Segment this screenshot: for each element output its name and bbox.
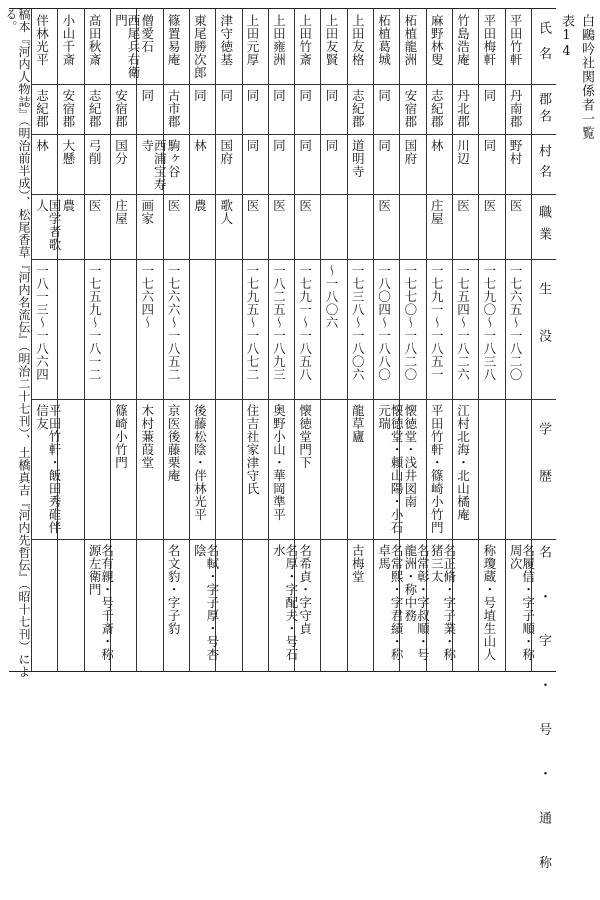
cell-job: 農	[192, 199, 208, 212]
people-table	[9, 8, 556, 900]
cell-village: 国府	[218, 139, 234, 165]
cell-name: 平田竹軒	[508, 14, 524, 66]
cell-job: 農	[60, 199, 76, 212]
column-rule	[189, 9, 190, 671]
row-rule	[31, 194, 556, 195]
cell-dates: 一七九五～一八七二	[245, 264, 261, 381]
row-rule	[31, 539, 556, 540]
cell-village: 野村	[508, 139, 524, 165]
cell-dates: 一八二五～一八九三	[271, 264, 287, 381]
cell-village: 同	[376, 139, 392, 152]
column-rule	[84, 9, 85, 671]
cell-name: 東尾勝次郎	[192, 14, 208, 79]
cell-gun: 古市郡	[166, 89, 182, 128]
cell-village: 川辺	[455, 139, 471, 165]
row-rule	[31, 84, 556, 85]
row-rule	[31, 134, 556, 135]
cell-name: 上田友格	[350, 14, 366, 66]
cell-study: 住吉社家津守氏	[245, 404, 261, 495]
column-rule	[347, 9, 348, 671]
cell-dates: 一七九一～一八五一	[429, 264, 445, 381]
cell-village: 同	[323, 139, 339, 152]
cell-gun: 同	[192, 89, 208, 102]
cell-gun: 同	[245, 89, 261, 102]
row-rule	[31, 259, 556, 260]
cell-name: 上田元厚	[245, 14, 261, 66]
cell-village: 同	[271, 139, 287, 152]
cell-study: 懐徳堂門下	[297, 404, 313, 469]
row-rule	[31, 399, 556, 400]
cell-name: 上田雍洲	[271, 14, 287, 66]
cell-study: 京医後藤栗庵	[166, 404, 182, 482]
cell-gun: 志紀郡	[34, 89, 50, 128]
cell-job: 庄屋	[429, 199, 445, 225]
cell-name: 高田秋斎	[87, 14, 103, 66]
cell-gun: 同	[323, 89, 339, 102]
cell-gun: 志紀郡	[350, 89, 366, 128]
cell-name: 上田友賢	[323, 14, 339, 66]
table-title: 白鷗吟社関係者一覧	[579, 14, 594, 140]
cell-gun: 安宿郡	[402, 89, 418, 128]
cell-names: 名希貞・字守貞	[297, 544, 313, 635]
cell-study: 平田竹軒・飯田秀碓伴信友	[34, 404, 62, 534]
cell-name: 伴林光平	[34, 14, 50, 66]
cell-job: 医	[166, 199, 182, 212]
cell-gun: 同	[271, 89, 287, 102]
cell-names: 名軾・字子厚・号杏陰	[192, 544, 220, 661]
cell-village: 弓削	[87, 139, 103, 165]
column-rule	[505, 9, 506, 671]
cell-dates: 一七七〇～一八二〇	[402, 264, 418, 381]
cell-names: 名厚・字配夫・号石水	[271, 544, 299, 661]
cell-study: 江村北海・北山橘庵	[455, 404, 471, 521]
cell-village: 道明寺	[350, 139, 366, 178]
column-rule	[136, 9, 137, 671]
cell-job: 医	[297, 199, 313, 212]
cell-village: 同	[481, 139, 497, 152]
header-village: 村名	[536, 143, 551, 185]
cell-study: 平田竹軒・篠崎小竹門	[429, 404, 445, 534]
cell-names: 名文豹・字子豹	[166, 544, 182, 635]
cell-village: 林	[192, 139, 208, 152]
cell-job: 庄屋	[113, 199, 129, 225]
cell-name: 麻野林叟	[429, 14, 445, 66]
cell-name: 小山千斎	[60, 14, 76, 66]
header-name: 氏名	[536, 21, 551, 72]
source-note: 稿本『河内人物誌』（明治前半成）、松尾香草『河内名流伝』（明治二十七刊）、土橋真吉『河内先哲伝』（昭十七刊）による。	[3, 8, 31, 678]
cell-dates: 一七三八～一八〇六	[350, 264, 366, 381]
cell-job: 医	[508, 199, 524, 212]
header-dates: 生没	[536, 282, 551, 376]
cell-name: 柘植龍洲	[402, 14, 418, 66]
cell-names: 古梅堂	[350, 544, 366, 583]
cell-job: 歌人	[218, 199, 234, 225]
cell-names: 名有親・号千斎・称源左衛門	[87, 544, 115, 661]
cell-names: 名常彰・字叔順・号龍洲・称中務	[402, 544, 431, 661]
cell-gun: 志紀郡	[429, 89, 445, 128]
cell-gun: 丹北郡	[455, 89, 471, 128]
column-rule	[57, 9, 58, 671]
column-rule	[31, 9, 32, 671]
cell-name: 西尾兵右衛門	[113, 14, 141, 79]
cell-study: 奥野小山・華岡準平	[271, 404, 287, 521]
cell-job: 医	[271, 199, 287, 212]
header-job: 職業	[536, 204, 551, 249]
cell-name: 柘植葛城	[376, 14, 392, 66]
cell-dates: 一七九一～一八五八	[297, 264, 313, 381]
cell-job: 国学者歌人	[34, 199, 62, 251]
column-rule	[373, 9, 374, 671]
cell-dates: 一七六六～一八五二	[166, 264, 182, 381]
cell-village: 林	[34, 139, 50, 152]
cell-village: 大懸	[60, 139, 76, 165]
cell-village: 西浦宝寿寺	[139, 139, 168, 191]
cell-dates: 一八〇四～一八八〇	[376, 264, 392, 381]
header-gun: 郡名	[536, 92, 551, 126]
column-rule	[320, 9, 321, 671]
cell-gun: 同	[139, 89, 155, 102]
cell-gun: 同	[218, 89, 234, 102]
cell-name: 篠置易庵	[166, 14, 182, 66]
cell-dates: 一七六五～一八二〇	[508, 264, 524, 381]
cell-name: 竹島浩庵	[455, 14, 471, 66]
cell-job: 医	[376, 199, 392, 212]
cell-job: 医	[87, 199, 103, 212]
cell-gun: 同	[297, 89, 313, 102]
cell-village: 同	[297, 139, 313, 152]
cell-village: 林	[429, 139, 445, 152]
cell-names: 称瓊蔵・号埴生山人	[481, 544, 497, 661]
cell-names: 名履信・字子順・称周次	[508, 544, 536, 661]
cell-village: 駒ヶ谷	[166, 139, 182, 178]
cell-name: 僧愛石	[139, 14, 155, 53]
cell-study: 篠崎小竹門	[113, 404, 129, 469]
cell-gun: 同	[376, 89, 392, 102]
cell-village: 同	[245, 139, 261, 152]
cell-job: 医	[481, 199, 497, 212]
cell-name: 津守徳基	[218, 14, 234, 66]
cell-study: 後藤松陰・伴林光平	[192, 404, 208, 521]
cell-dates: 一七五四～一八二六	[455, 264, 471, 381]
cell-gun: 丹南郡	[508, 89, 524, 128]
cell-job: 医	[455, 199, 471, 212]
cell-study: 木村蒹葭堂	[139, 404, 155, 469]
column-rule	[268, 9, 269, 671]
cell-name: 平田梅軒	[481, 14, 497, 66]
cell-gun: 同	[481, 89, 497, 102]
cell-job: 画家	[139, 199, 155, 225]
column-rule	[478, 9, 479, 671]
cell-names: 名常熙・字君績・称卓馬	[376, 544, 405, 661]
cell-gun: 安宿郡	[113, 89, 129, 128]
cell-study: 懐徳堂・浅井図南	[402, 404, 418, 508]
column-rule	[242, 9, 243, 671]
cell-gun: 安宿郡	[60, 89, 76, 128]
cell-village: 国府	[402, 139, 418, 165]
cell-village: 国分	[113, 139, 129, 165]
cell-dates: ～一八〇六	[323, 264, 339, 329]
cell-job: 医	[245, 199, 261, 212]
cell-study: 懐徳堂・頼山陽・小石元瑞	[376, 404, 405, 534]
cell-dates: 一八一三～一八六四	[34, 264, 50, 381]
table-label: 表14	[559, 14, 574, 60]
cell-gun: 志紀郡	[87, 89, 103, 128]
column-rule	[163, 9, 164, 671]
cell-names: 名正脩・字子業・称猪三太	[429, 544, 457, 661]
header-study: 学歴	[536, 422, 551, 516]
cell-dates: 一七五九～一八一二	[87, 264, 103, 381]
cell-name: 上田竹斎	[297, 14, 313, 66]
cell-dates: 一七九〇～一八三八	[481, 264, 497, 381]
cell-dates: 一七六四～	[139, 264, 155, 329]
cell-study: 龍草廬	[350, 404, 366, 443]
header-names: 名・字・号・通称	[536, 545, 551, 900]
